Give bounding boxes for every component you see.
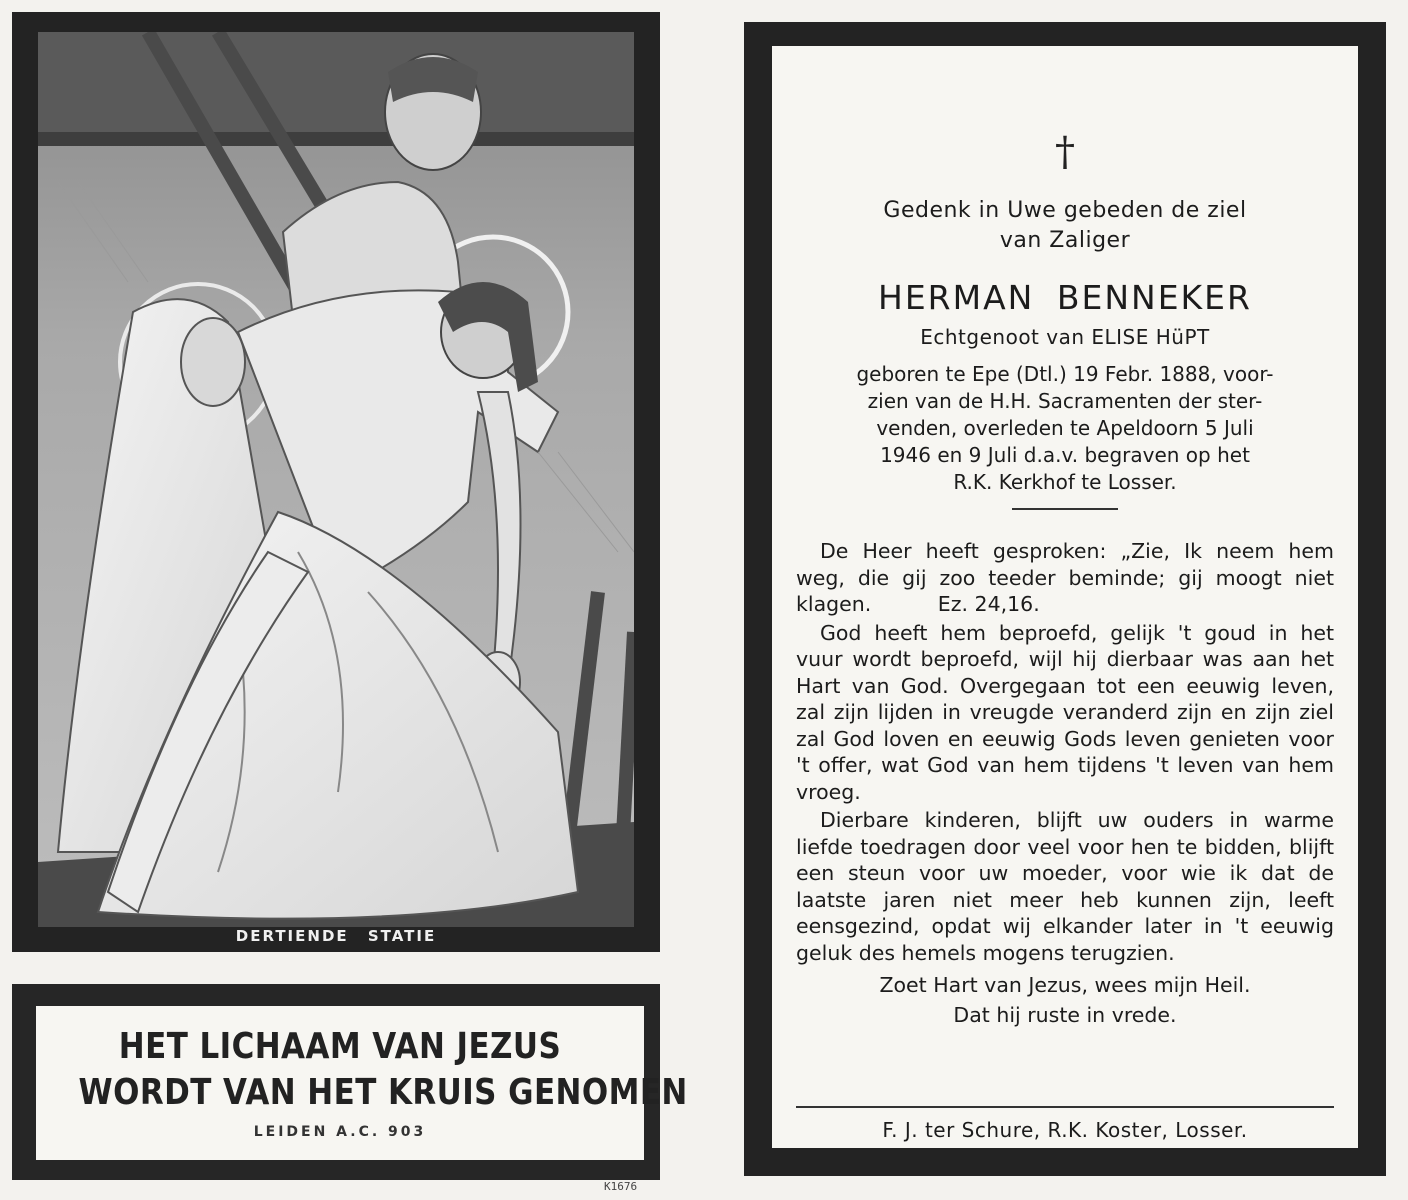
body-text	[796, 538, 1334, 966]
intro-line-1: Gedenk in Uwe gebeden de ziel	[883, 198, 1247, 223]
print-code: K1676	[604, 1180, 638, 1193]
intro-text	[796, 196, 1334, 256]
biography	[796, 361, 1334, 496]
printer-signature: F. J. ter Schure, R.K. Koster, Losser.	[882, 1118, 1248, 1142]
illustration-frame	[12, 12, 660, 952]
quote-text: De Heer heeft gesproken: „Zie, Ik neem hem weg, die gij zoo teeder beminde; gij moogt niet klagen.	[796, 539, 1334, 616]
title-line-2: WORDT VAN HET KRUIS GENOMEN	[78, 1072, 688, 1113]
text-panel	[772, 46, 1358, 1148]
signature-divider	[796, 1106, 1334, 1108]
closing-line-2: Dat hij ruste in vrede.	[953, 1003, 1177, 1027]
bio-line-1: geboren te Epe (Dtl.) 19 Febr. 1888, voor-	[856, 362, 1274, 386]
paragraph-2: God heeft hem beproefd, gelijk 't goud in het vuur wordt beproefd, wijl hij dierbaar was aan het Hart van God. Overgegaan tot een eeuwig leven, zal zijn lijden in vreugde veranderd zijn en zijn ziel zal God loven en eeuwig Gods leven genieten voor 't offer, wat God van hem tijdens 't leven van hem vroeg.	[796, 620, 1334, 804]
deceased-name: HERMAN BENNEKER	[878, 278, 1252, 317]
quote-paragraph	[796, 538, 1334, 618]
divider	[1012, 508, 1118, 510]
quote-reference: Ez. 24,16.	[937, 592, 1040, 616]
intro-line-2: van Zaliger	[999, 228, 1131, 253]
prayer-card-back	[744, 22, 1386, 1176]
paragraph-3: Dierbare kinderen, blijft uw ouders in warme liefde toedragen door veel voor hen te bidden, blijft een steun voor uw moeder, voor wie ik dat de laatste jaren niet meer heb kunnen zijn, leeft eensgezind, opdat wij elkander later in 't eeuwig geluk des hemels mogens terugzien.	[796, 808, 1334, 965]
closing-line-1: Zoet Hart van Jezus, wees mijn Heil.	[879, 973, 1251, 997]
publisher-code: LEIDEN A.C. 903	[253, 1124, 427, 1140]
title-panel	[36, 1006, 688, 1160]
spouse-line: Echtgenoot van ELISE HüPT	[920, 325, 1210, 349]
prayer-card-front	[12, 12, 688, 1180]
cross-icon: †	[1055, 129, 1075, 175]
title-frame	[12, 984, 688, 1180]
closing	[796, 970, 1334, 1030]
bio-line-5: R.K. Kerkhof te Losser.	[953, 470, 1177, 494]
station-caption: DERTIENDE STATIE	[235, 927, 437, 945]
bio-line-4: 1946 en 9 Juli d.a.v. begraven op het	[880, 443, 1250, 467]
title-line-1: HET LICHAAM VAN JEZUS	[118, 1026, 562, 1067]
bio-line-2: zien van de H.H. Sacramenten der ster-	[867, 389, 1263, 413]
deposition-illustration	[38, 32, 634, 927]
bio-line-3: venden, overleden te Apeldoorn 5 Juli	[876, 416, 1254, 440]
